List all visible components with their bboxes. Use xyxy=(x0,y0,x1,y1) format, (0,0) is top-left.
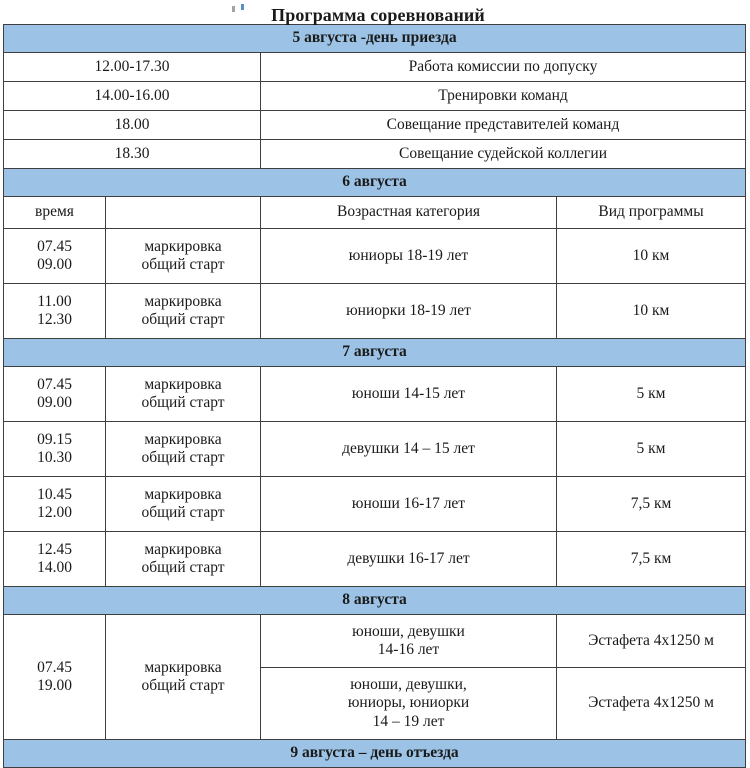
race-procedure-marking: маркировка xyxy=(144,540,222,558)
relay-procedure-marking: маркировка xyxy=(144,658,222,676)
table-row xyxy=(4,82,746,111)
relay-procedure xyxy=(106,615,261,740)
table-row xyxy=(4,284,746,339)
race-distance: 5 км xyxy=(557,367,746,422)
section-header-aug8: 8 августа xyxy=(4,587,746,615)
relay-time xyxy=(4,615,106,740)
race-procedure-marking: маркировка xyxy=(144,375,222,393)
race-time-start: 14.00 xyxy=(37,559,72,576)
arrival-description-1: Работа комиссии по допуску xyxy=(261,53,746,82)
column-header-age-category: Возрастная категория xyxy=(261,197,557,229)
relay-age-line-1: юноши, девушки xyxy=(352,622,465,640)
race-distance: 7,5 км xyxy=(557,532,746,587)
race-age-category: юниорки 18-19 лет xyxy=(261,284,557,339)
column-header-row xyxy=(4,197,746,229)
table-row xyxy=(4,477,746,532)
race-age-category: девушки 14 – 15 лет xyxy=(261,422,557,477)
section-header-row-aug6 xyxy=(4,169,746,197)
arrival-time-3: 18.00 xyxy=(4,111,261,140)
relay-age-category xyxy=(261,668,557,740)
section-header-row-aug5 xyxy=(4,25,746,53)
race-time-start: 12.30 xyxy=(37,311,72,328)
race-procedure xyxy=(106,422,261,477)
race-procedure-mass-start: общий старт xyxy=(141,311,225,328)
race-time-marking: 12.45 xyxy=(37,540,72,558)
race-age-category: юноши 14-15 лет xyxy=(261,367,557,422)
race-time xyxy=(4,284,106,339)
race-distance: 10 км xyxy=(557,229,746,284)
race-time xyxy=(4,532,106,587)
table-row xyxy=(4,111,746,140)
race-time-marking: 07.45 xyxy=(37,237,72,255)
section-header-row-aug7 xyxy=(4,339,746,367)
section-header-aug6: 6 августа xyxy=(4,169,746,197)
column-header-time: время xyxy=(4,197,106,229)
relay-age-line-2: 14-16 лет xyxy=(377,641,440,658)
table-row xyxy=(4,422,746,477)
race-time xyxy=(4,422,106,477)
race-distance: 10 км xyxy=(557,284,746,339)
crop-mark-artifacts xyxy=(232,4,254,14)
table-row xyxy=(4,140,746,169)
race-age-category: юноши 16-17 лет xyxy=(261,477,557,532)
race-procedure-mass-start: общий старт xyxy=(141,394,225,411)
relay-distance: Эстафета 4х1250 м xyxy=(557,615,746,668)
relay-age-line-1: юноши, девушки, xyxy=(350,676,467,694)
race-procedure-mass-start: общий старт xyxy=(141,449,225,466)
race-time xyxy=(4,229,106,284)
arrival-description-3: Совещание представителей команд xyxy=(261,111,746,140)
relay-age-line-3: 14 – 19 лет xyxy=(372,712,445,730)
relay-procedure-mass-start: общий старт xyxy=(141,677,225,694)
race-time-marking: 09.15 xyxy=(37,430,72,448)
section-header-aug9: 9 августа – день отъезда xyxy=(4,740,746,768)
race-procedure-mass-start: общий старт xyxy=(141,256,225,273)
race-age-category: девушки 16-17 лет xyxy=(261,532,557,587)
table-row xyxy=(4,367,746,422)
section-header-row-aug8 xyxy=(4,587,746,615)
race-time-start: 09.00 xyxy=(37,394,72,411)
race-time xyxy=(4,367,106,422)
race-procedure-marking: маркировка xyxy=(144,430,222,448)
relay-time-start: 19.00 xyxy=(37,677,72,694)
race-age-category: юниоры 18-19 лет xyxy=(261,229,557,284)
race-procedure-mass-start: общий старт xyxy=(141,504,225,521)
competition-program-table xyxy=(3,24,746,768)
race-procedure xyxy=(106,532,261,587)
section-header-row-aug9 xyxy=(4,740,746,768)
relay-age-line-2: юниоры, юниорки xyxy=(347,694,470,712)
race-time-start: 09.00 xyxy=(37,256,72,273)
crop-mark-gray xyxy=(232,6,235,12)
race-time xyxy=(4,477,106,532)
column-header-program-type: Вид программы xyxy=(557,197,746,229)
relay-distance: Эстафета 4х1250 м xyxy=(557,668,746,740)
table-row xyxy=(4,53,746,82)
section-header-aug5: 5 августа -день приезда xyxy=(4,25,746,53)
arrival-time-2: 14.00-16.00 xyxy=(4,82,261,111)
race-procedure-marking: маркировка xyxy=(144,237,222,255)
relay-age-category xyxy=(261,615,557,668)
race-time-marking: 10.45 xyxy=(37,485,72,503)
race-procedure xyxy=(106,284,261,339)
arrival-description-4: Совещание судейской коллегии xyxy=(261,140,746,169)
race-time-marking: 07.45 xyxy=(37,375,72,393)
table-row xyxy=(4,615,746,668)
table-row xyxy=(4,532,746,587)
race-procedure-mass-start: общий старт xyxy=(141,559,225,576)
section-header-aug7: 7 августа xyxy=(4,339,746,367)
race-distance: 7,5 км xyxy=(557,477,746,532)
page-title: Программа соревнований xyxy=(271,5,485,25)
race-procedure-marking: маркировка xyxy=(144,292,222,310)
race-procedure xyxy=(106,367,261,422)
arrival-time-4: 18.30 xyxy=(4,140,261,169)
race-time-start: 10.30 xyxy=(37,449,72,466)
race-procedure xyxy=(106,229,261,284)
race-procedure xyxy=(106,477,261,532)
crop-mark-blue xyxy=(241,4,244,10)
race-time-marking: 11.00 xyxy=(37,292,72,310)
arrival-description-2: Тренировки команд xyxy=(261,82,746,111)
column-header-marking xyxy=(106,197,261,229)
race-distance: 5 км xyxy=(557,422,746,477)
race-procedure-marking: маркировка xyxy=(144,485,222,503)
race-time-start: 12.00 xyxy=(37,504,72,521)
relay-time-marking: 07.45 xyxy=(37,658,72,676)
table-row xyxy=(4,229,746,284)
arrival-time-1: 12.00-17.30 xyxy=(4,53,261,82)
